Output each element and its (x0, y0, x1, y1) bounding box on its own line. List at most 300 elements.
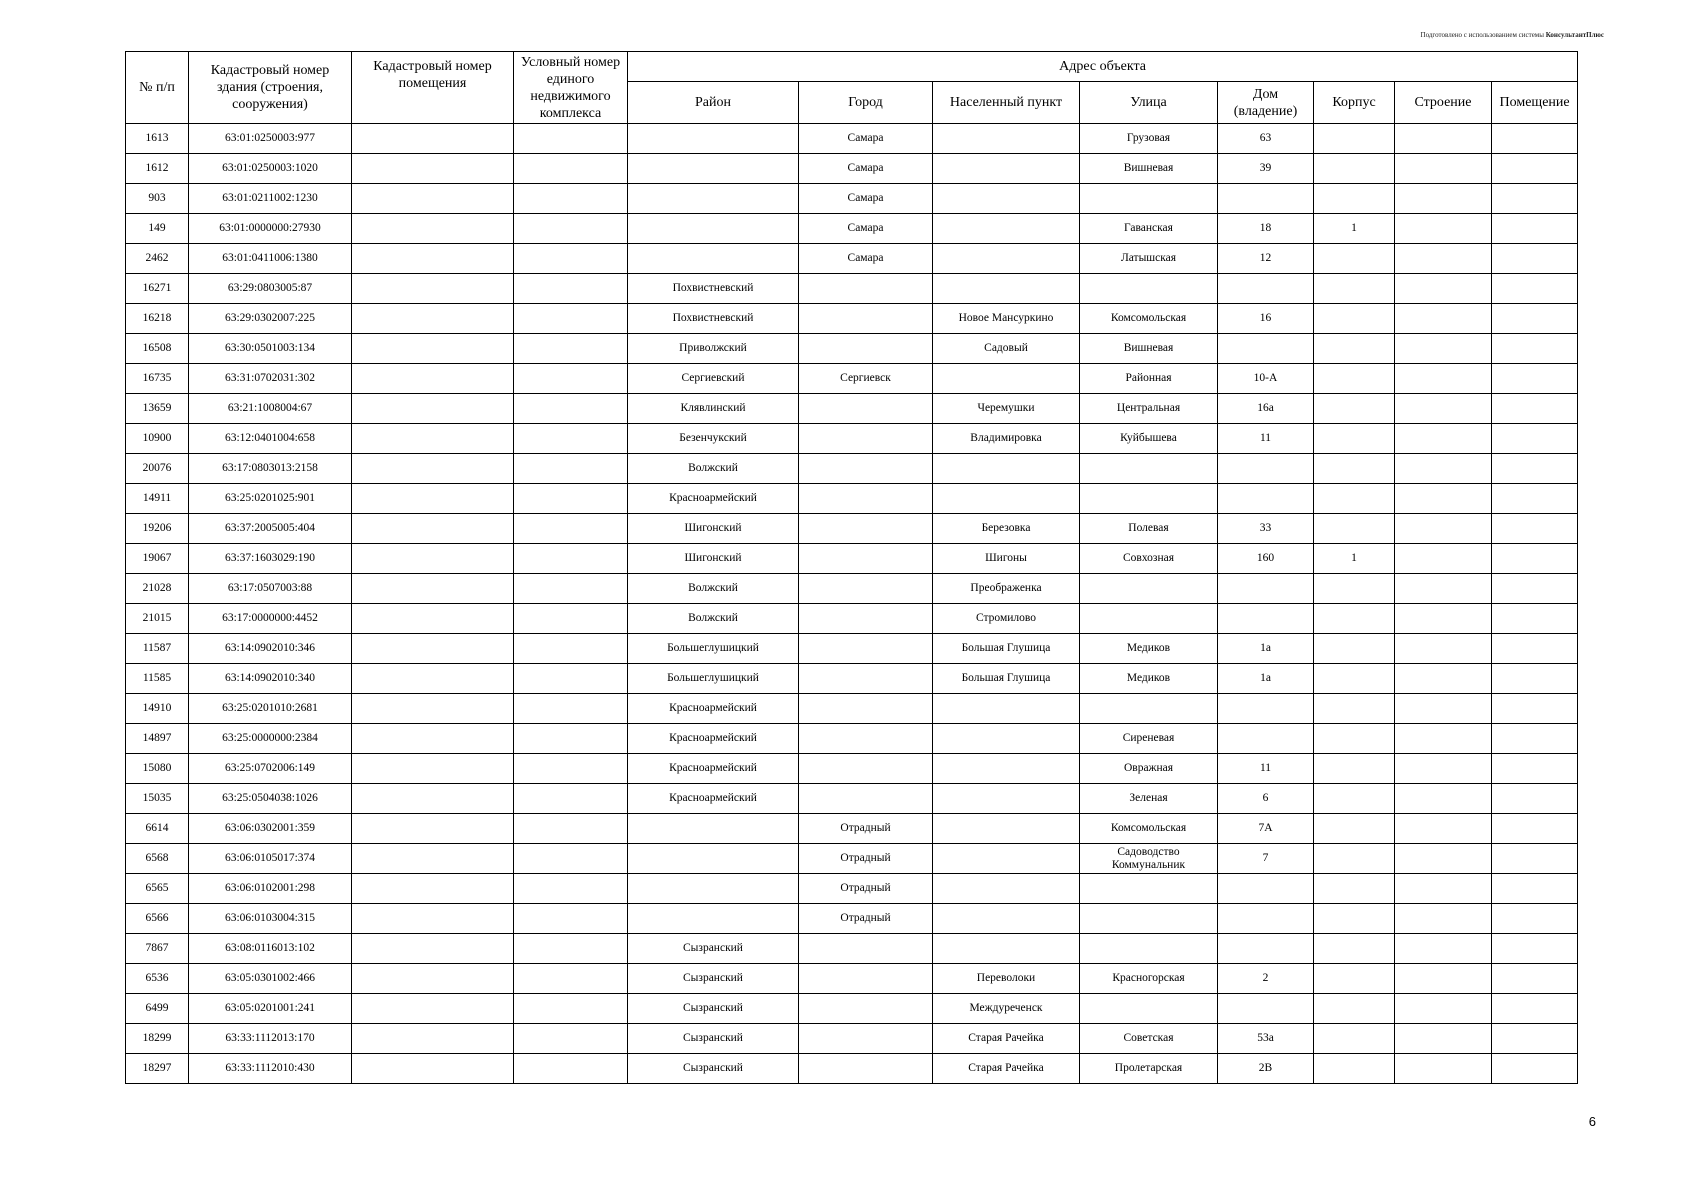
cell-house (1218, 604, 1314, 634)
cell-street: Вишневая (1080, 154, 1218, 184)
cell-complex-number (514, 694, 628, 724)
cell-house (1218, 574, 1314, 604)
cell-complex-number (514, 814, 628, 844)
cell-block (1314, 814, 1395, 844)
cell-building (1395, 634, 1492, 664)
table-row (126, 424, 1578, 454)
cell-block (1314, 424, 1395, 454)
cell-city (799, 994, 933, 1024)
cell-building-cadastral: 63:25:0201010:2681 (189, 694, 352, 724)
table-row (126, 784, 1578, 814)
cell-room-cadastral (352, 904, 514, 934)
cell-room-cadastral (352, 964, 514, 994)
cell-room (1492, 604, 1578, 634)
col-city-header: Город (799, 82, 933, 124)
cell-building (1395, 874, 1492, 904)
table-row (126, 724, 1578, 754)
cell-room-cadastral (352, 994, 514, 1024)
cell-block (1314, 934, 1395, 964)
cell-settlement: Стромилово (933, 604, 1080, 634)
cell-room-cadastral (352, 934, 514, 964)
cell-building-cadastral: 63:17:0000000:4452 (189, 604, 352, 634)
cell-num: 6565 (126, 874, 189, 904)
cell-house (1218, 694, 1314, 724)
cell-room (1492, 844, 1578, 874)
cell-city (799, 934, 933, 964)
cell-house: 10-А (1218, 364, 1314, 394)
cell-block (1314, 634, 1395, 664)
cell-block (1314, 664, 1395, 694)
cell-city (799, 334, 933, 364)
cell-city: Самара (799, 154, 933, 184)
cell-street: Медиков (1080, 634, 1218, 664)
cell-building-cadastral: 63:30:0501003:134 (189, 334, 352, 364)
cell-street: Советская (1080, 1024, 1218, 1054)
cell-settlement (933, 724, 1080, 754)
cell-building (1395, 604, 1492, 634)
cell-num: 149 (126, 214, 189, 244)
cell-district: Шигонский (628, 544, 799, 574)
cell-room (1492, 394, 1578, 424)
cell-building (1395, 274, 1492, 304)
cell-district: Безенчукский (628, 424, 799, 454)
cell-room (1492, 874, 1578, 904)
cell-room-cadastral (352, 784, 514, 814)
cell-city (799, 544, 933, 574)
cell-city (799, 694, 933, 724)
cell-room (1492, 1054, 1578, 1084)
prepared-with-prefix: Подготовлено с использованием системы (1420, 31, 1544, 39)
cell-city (799, 514, 933, 544)
cell-city: Самара (799, 214, 933, 244)
cell-street (1080, 874, 1218, 904)
cell-complex-number (514, 784, 628, 814)
cell-house: 1а (1218, 664, 1314, 694)
cell-district: Большеглушицкий (628, 664, 799, 694)
cell-settlement (933, 454, 1080, 484)
cell-settlement: Черемушки (933, 394, 1080, 424)
cell-house (1218, 904, 1314, 934)
cell-block (1314, 574, 1395, 604)
cell-settlement (933, 844, 1080, 874)
cell-room (1492, 334, 1578, 364)
cell-block (1314, 274, 1395, 304)
cell-room-cadastral (352, 364, 514, 394)
cell-city (799, 574, 933, 604)
cell-street: Куйбышева (1080, 424, 1218, 454)
cell-room (1492, 244, 1578, 274)
table-row (126, 484, 1578, 514)
cell-street: Полевая (1080, 514, 1218, 544)
cell-building (1395, 574, 1492, 604)
cell-room (1492, 724, 1578, 754)
cell-house (1218, 454, 1314, 484)
cell-city: Отрадный (799, 874, 933, 904)
cell-house (1218, 994, 1314, 1024)
cell-street (1080, 904, 1218, 934)
cell-num: 6614 (126, 814, 189, 844)
cell-building (1395, 1024, 1492, 1054)
cell-building-cadastral: 63:01:0250003:977 (189, 124, 352, 154)
cell-building-cadastral: 63:29:0302007:225 (189, 304, 352, 334)
cell-city (799, 754, 933, 784)
cell-block (1314, 514, 1395, 544)
cell-street: Грузовая (1080, 124, 1218, 154)
cell-num: 15080 (126, 754, 189, 784)
cell-settlement (933, 154, 1080, 184)
cell-building (1395, 844, 1492, 874)
cell-complex-number (514, 244, 628, 274)
cell-settlement: Садовый (933, 334, 1080, 364)
cell-room-cadastral (352, 634, 514, 664)
cell-room-cadastral (352, 214, 514, 244)
cell-street: Сиреневая (1080, 724, 1218, 754)
cell-building-cadastral: 63:31:0702031:302 (189, 364, 352, 394)
cell-num: 6536 (126, 964, 189, 994)
cell-house: 18 (1218, 214, 1314, 244)
cell-house: 11 (1218, 424, 1314, 454)
cell-building-cadastral: 63:37:2005005:404 (189, 514, 352, 544)
cell-building-cadastral: 63:06:0103004:315 (189, 904, 352, 934)
cell-building (1395, 814, 1492, 844)
cell-block (1314, 484, 1395, 514)
table-row (126, 964, 1578, 994)
cell-block (1314, 874, 1395, 904)
cell-building (1395, 514, 1492, 544)
col-complex-number-header: Условный номер единого недвижимого комплекса (514, 52, 628, 124)
cell-city: Сергиевск (799, 364, 933, 394)
cell-house (1218, 934, 1314, 964)
cell-room (1492, 304, 1578, 334)
cell-district: Красноармейский (628, 754, 799, 784)
cell-num: 15035 (126, 784, 189, 814)
cell-block (1314, 154, 1395, 184)
cell-building (1395, 544, 1492, 574)
cell-building (1395, 124, 1492, 154)
cell-building (1395, 934, 1492, 964)
cell-building-cadastral: 63:01:0211002:1230 (189, 184, 352, 214)
cell-street: Зеленая (1080, 784, 1218, 814)
cell-room (1492, 424, 1578, 454)
cell-settlement (933, 754, 1080, 784)
cell-block (1314, 994, 1395, 1024)
cell-building (1395, 964, 1492, 994)
cell-room-cadastral (352, 484, 514, 514)
cell-settlement: Старая Рачейка (933, 1024, 1080, 1054)
cell-num: 11587 (126, 634, 189, 664)
table-row (126, 274, 1578, 304)
cell-city (799, 664, 933, 694)
cell-city: Отрадный (799, 904, 933, 934)
cell-building (1395, 484, 1492, 514)
cell-num: 14897 (126, 724, 189, 754)
cell-house (1218, 184, 1314, 214)
table-row (126, 1024, 1578, 1054)
cell-complex-number (514, 544, 628, 574)
cell-block (1314, 394, 1395, 424)
table-row (126, 244, 1578, 274)
cell-district: Шигонский (628, 514, 799, 544)
cell-street: Совхозная (1080, 544, 1218, 574)
cell-city (799, 424, 933, 454)
table-row (126, 184, 1578, 214)
cell-num: 14910 (126, 694, 189, 724)
cell-city (799, 1054, 933, 1084)
cell-district: Клявлинский (628, 394, 799, 424)
cell-room (1492, 274, 1578, 304)
cell-settlement (933, 214, 1080, 244)
cell-building-cadastral: 63:01:0250003:1020 (189, 154, 352, 184)
cell-block (1314, 724, 1395, 754)
col-building-header: Строение (1395, 82, 1492, 124)
cell-district: Волжский (628, 604, 799, 634)
cell-num: 16508 (126, 334, 189, 364)
cell-house: 16 (1218, 304, 1314, 334)
cell-num: 19067 (126, 544, 189, 574)
cell-num: 13659 (126, 394, 189, 424)
cell-house: 1а (1218, 634, 1314, 664)
cell-room (1492, 124, 1578, 154)
prepared-with-note (1421, 31, 1604, 39)
cell-street (1080, 274, 1218, 304)
cell-street: Гаванская (1080, 214, 1218, 244)
cell-room-cadastral (352, 754, 514, 784)
table-row (126, 844, 1578, 874)
cell-room (1492, 154, 1578, 184)
table-row (126, 604, 1578, 634)
cell-house (1218, 274, 1314, 304)
cell-building (1395, 784, 1492, 814)
table-row (126, 904, 1578, 934)
cell-city: Самара (799, 244, 933, 274)
cell-room-cadastral (352, 244, 514, 274)
cell-num: 21015 (126, 604, 189, 634)
table-row (126, 994, 1578, 1024)
cell-settlement: Междуреченск (933, 994, 1080, 1024)
cell-house (1218, 334, 1314, 364)
cell-complex-number (514, 874, 628, 904)
cell-room-cadastral (352, 304, 514, 334)
cell-room (1492, 574, 1578, 604)
table-row (126, 544, 1578, 574)
cell-building (1395, 364, 1492, 394)
table-row (126, 1054, 1578, 1084)
cell-settlement (933, 484, 1080, 514)
cell-block (1314, 604, 1395, 634)
col-num-header: № п/п (126, 52, 189, 124)
cell-district: Красноармейский (628, 724, 799, 754)
cell-district: Похвистневский (628, 304, 799, 334)
cell-house: 33 (1218, 514, 1314, 544)
cell-street: Районная (1080, 364, 1218, 394)
cell-num: 6568 (126, 844, 189, 874)
cell-building (1395, 424, 1492, 454)
table-row (126, 124, 1578, 154)
cell-city (799, 484, 933, 514)
cell-block (1314, 454, 1395, 484)
cell-room (1492, 454, 1578, 484)
cell-street: Центральная (1080, 394, 1218, 424)
cell-city: Отрадный (799, 814, 933, 844)
cell-complex-number (514, 304, 628, 334)
cell-street: Медиков (1080, 664, 1218, 694)
cell-room-cadastral (352, 514, 514, 544)
col-block-header: Корпус (1314, 82, 1395, 124)
table-row (126, 304, 1578, 334)
cell-num: 16271 (126, 274, 189, 304)
cell-city (799, 724, 933, 754)
col-house-header: Дом (владение) (1218, 82, 1314, 124)
table-row (126, 154, 1578, 184)
cell-complex-number (514, 964, 628, 994)
cell-complex-number (514, 664, 628, 694)
cell-room-cadastral (352, 874, 514, 904)
cell-street (1080, 454, 1218, 484)
cell-district: Волжский (628, 454, 799, 484)
cell-room (1492, 814, 1578, 844)
cell-block (1314, 754, 1395, 784)
cell-building-cadastral: 63:01:0411006:1380 (189, 244, 352, 274)
cell-num: 20076 (126, 454, 189, 484)
cell-settlement (933, 874, 1080, 904)
cell-building-cadastral: 63:25:0504038:1026 (189, 784, 352, 814)
table-row (126, 454, 1578, 484)
cell-complex-number (514, 454, 628, 484)
cell-building (1395, 994, 1492, 1024)
cell-complex-number (514, 754, 628, 784)
cell-building-cadastral: 63:08:0116013:102 (189, 934, 352, 964)
cell-num: 18299 (126, 1024, 189, 1054)
cell-complex-number (514, 124, 628, 154)
cell-settlement: Преображенка (933, 574, 1080, 604)
cell-room-cadastral (352, 154, 514, 184)
cell-block (1314, 184, 1395, 214)
table-row (126, 334, 1578, 364)
cell-settlement: Переволоки (933, 964, 1080, 994)
cell-room-cadastral (352, 844, 514, 874)
cell-city (799, 634, 933, 664)
cell-room-cadastral (352, 724, 514, 754)
cell-block: 1 (1314, 214, 1395, 244)
cell-street (1080, 184, 1218, 214)
cell-num: 2462 (126, 244, 189, 274)
cell-building (1395, 454, 1492, 484)
cell-house: 2 (1218, 964, 1314, 994)
cell-room-cadastral (352, 424, 514, 454)
cell-num: 903 (126, 184, 189, 214)
cell-num: 7867 (126, 934, 189, 964)
cell-house: 11 (1218, 754, 1314, 784)
cell-building-cadastral: 63:29:0803005:87 (189, 274, 352, 304)
cell-building-cadastral: 63:05:0201001:241 (189, 994, 352, 1024)
cell-room-cadastral (352, 274, 514, 304)
table-row (126, 634, 1578, 664)
cell-complex-number (514, 274, 628, 304)
cell-district: Сызранский (628, 934, 799, 964)
table-row (126, 874, 1578, 904)
cell-block: 1 (1314, 544, 1395, 574)
cell-complex-number (514, 214, 628, 244)
cell-block (1314, 334, 1395, 364)
cell-room (1492, 514, 1578, 544)
cell-complex-number (514, 484, 628, 514)
cell-house: 160 (1218, 544, 1314, 574)
cell-city (799, 274, 933, 304)
cell-room (1492, 694, 1578, 724)
cell-building-cadastral: 63:14:0902010:346 (189, 634, 352, 664)
cell-district: Красноармейский (628, 784, 799, 814)
cell-room (1492, 784, 1578, 814)
cell-city (799, 784, 933, 814)
cell-street: Комсомольская (1080, 814, 1218, 844)
table-row (126, 814, 1578, 844)
cell-room (1492, 1024, 1578, 1054)
cell-block (1314, 244, 1395, 274)
cell-complex-number (514, 604, 628, 634)
table-header (126, 52, 1578, 124)
cell-complex-number (514, 1024, 628, 1054)
cell-complex-number (514, 424, 628, 454)
cell-num: 19206 (126, 514, 189, 544)
cell-room (1492, 754, 1578, 784)
col-settlement-header: Населенный пункт (933, 82, 1080, 124)
cell-street: Комсомольская (1080, 304, 1218, 334)
cell-block (1314, 784, 1395, 814)
cell-district: Сызранский (628, 964, 799, 994)
cell-num: 16735 (126, 364, 189, 394)
cell-building-cadastral: 63:25:0000000:2384 (189, 724, 352, 754)
cell-district (628, 844, 799, 874)
cell-complex-number (514, 334, 628, 364)
cell-block (1314, 1024, 1395, 1054)
cell-building (1395, 244, 1492, 274)
cell-room (1492, 964, 1578, 994)
cell-district (628, 814, 799, 844)
table-row (126, 514, 1578, 544)
cell-settlement: Старая Рачейка (933, 1054, 1080, 1084)
cell-settlement (933, 814, 1080, 844)
cell-room-cadastral (352, 1054, 514, 1084)
cell-district (628, 874, 799, 904)
cell-building-cadastral: 63:25:0702006:149 (189, 754, 352, 784)
cell-street (1080, 994, 1218, 1024)
cell-settlement (933, 244, 1080, 274)
cell-room (1492, 634, 1578, 664)
cell-block (1314, 304, 1395, 334)
cell-building (1395, 724, 1492, 754)
table-row (126, 754, 1578, 784)
cell-settlement (933, 184, 1080, 214)
cell-block (1314, 694, 1395, 724)
cell-room-cadastral (352, 334, 514, 364)
cell-district: Красноармейский (628, 484, 799, 514)
cell-building-cadastral: 63:17:0803013:2158 (189, 454, 352, 484)
cell-building (1395, 904, 1492, 934)
cell-street: Садоводство Коммунальник (1080, 844, 1218, 874)
cell-city (799, 1024, 933, 1054)
cell-room (1492, 214, 1578, 244)
cell-settlement (933, 274, 1080, 304)
cell-num: 1613 (126, 124, 189, 154)
cell-building (1395, 1054, 1492, 1084)
cell-complex-number (514, 394, 628, 424)
cell-district: Приволжский (628, 334, 799, 364)
cell-district (628, 184, 799, 214)
cell-complex-number (514, 184, 628, 214)
cell-room (1492, 934, 1578, 964)
cell-room-cadastral (352, 814, 514, 844)
cell-building-cadastral: 63:01:0000000:27930 (189, 214, 352, 244)
